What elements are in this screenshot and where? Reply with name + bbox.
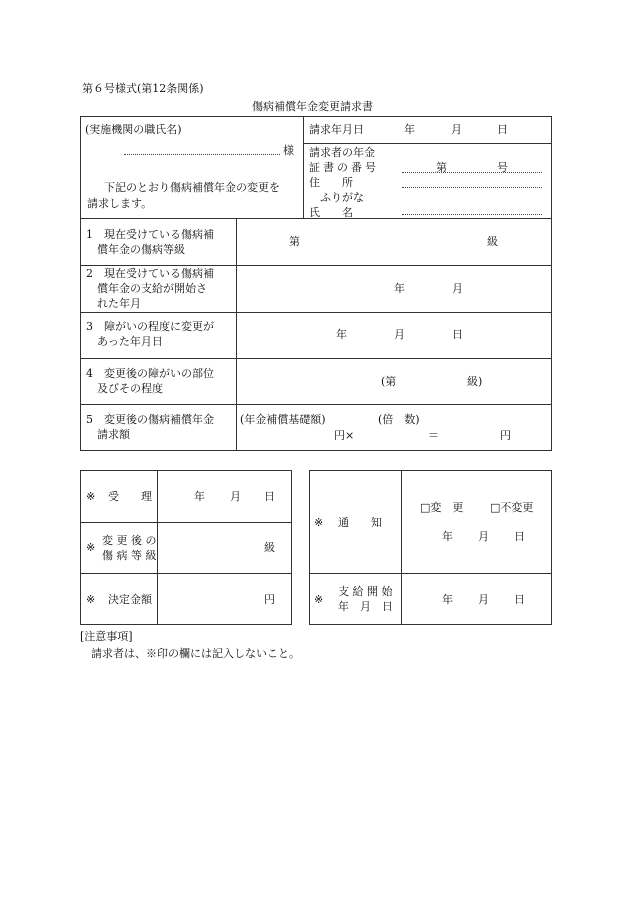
start-day-unit: 日 bbox=[514, 593, 525, 606]
name-label: 氏 名 bbox=[309, 206, 353, 219]
request-month-unit: 月 bbox=[451, 123, 462, 136]
pension-go: 号 bbox=[497, 161, 508, 174]
start-label-line2: 年 月 日 bbox=[338, 600, 393, 613]
item1-kyu: 級 bbox=[487, 235, 498, 248]
request-date-label: 請求年月日 bbox=[309, 123, 364, 136]
grade-mark: ※ bbox=[86, 541, 96, 554]
item5-label-line1: 5 変更後の傷病補償年金 bbox=[86, 413, 214, 426]
notes-heading: [注意事項] bbox=[80, 630, 133, 643]
pension-no-line[interactable] bbox=[402, 172, 542, 173]
start-year-unit: 年 bbox=[442, 593, 453, 606]
item2-month-unit: 月 bbox=[452, 282, 463, 295]
pension-no-label-1: 請求者の年金 bbox=[309, 146, 375, 159]
amount-unit: 円 bbox=[264, 593, 275, 606]
grade-label-line1: 変 更 後 の bbox=[102, 534, 157, 547]
item3-label-line1: 3 障がいの程度に変更が bbox=[86, 320, 214, 333]
request-year-unit: 年 bbox=[404, 123, 415, 136]
item5-label-line2: 請求額 bbox=[86, 428, 130, 441]
form-title: 傷病補償年金変更請求書 bbox=[252, 100, 373, 113]
notice-option-nochange[interactable]: □不変更 bbox=[490, 501, 534, 514]
item5-yen: 円 bbox=[500, 429, 511, 442]
agency-name-line[interactable] bbox=[124, 154, 280, 155]
receipt-label: 受 理 bbox=[108, 490, 152, 503]
amount-label: 決定金額 bbox=[108, 593, 152, 606]
item4-label-line2: 及びその程度 bbox=[86, 382, 163, 395]
item3-label-line2: あった年月日 bbox=[86, 335, 163, 348]
request-day-unit: 日 bbox=[497, 123, 508, 136]
receipt-mark: ※ bbox=[86, 490, 96, 503]
item2-label-line1: 2 現在受けている傷病補 bbox=[86, 267, 214, 280]
name-line[interactable] bbox=[402, 214, 542, 215]
notice-mark: ※ bbox=[314, 516, 324, 529]
item5-base-label: (年金補償基礎額) bbox=[240, 413, 326, 426]
notice-year-unit: 年 bbox=[442, 530, 453, 543]
notes-text: 請求者は、※印の欄には記入しないこと。 bbox=[91, 647, 300, 660]
notice-month-unit: 月 bbox=[478, 530, 489, 543]
pension-no-label-2: 証書の番号 bbox=[309, 161, 379, 174]
receipt-year-unit: 年 bbox=[194, 490, 205, 503]
furigana-label: ふりがな bbox=[320, 191, 364, 204]
item3-day-unit: 日 bbox=[452, 328, 463, 341]
item1-label-line1: 1 現在受けている傷病補 bbox=[86, 228, 214, 241]
start-month-unit: 月 bbox=[478, 593, 489, 606]
form-number: 第６号様式(第12条関係) bbox=[82, 82, 204, 95]
address-line[interactable] bbox=[402, 187, 542, 188]
item2-year-unit: 年 bbox=[394, 282, 405, 295]
notice-option-change[interactable]: □変 更 bbox=[420, 501, 464, 514]
item2-label-line2: 償年金の支給が開始さ bbox=[86, 282, 207, 295]
receipt-month-unit: 月 bbox=[230, 490, 241, 503]
item4-label-line1: 4 変更後の障がいの部位 bbox=[86, 367, 214, 380]
item1-label-line2: 償年金の傷病等級 bbox=[86, 243, 185, 256]
amount-mark: ※ bbox=[86, 593, 96, 606]
start-mark: ※ bbox=[314, 593, 324, 606]
address-label: 住 所 bbox=[309, 176, 353, 189]
item1-dai: 第 bbox=[289, 235, 300, 248]
item4-open: (第 bbox=[381, 375, 397, 388]
pension-dai: 第 bbox=[436, 161, 447, 174]
item3-month-unit: 月 bbox=[394, 328, 405, 341]
request-text-line2: 請求します。 bbox=[87, 197, 153, 210]
agency-label: (実施機関の職氏名) bbox=[85, 123, 182, 136]
item5-multiplier-label: (倍 数) bbox=[378, 413, 420, 426]
grade-label-line2: 傷 病 等 級 bbox=[102, 549, 157, 562]
item3-year-unit: 年 bbox=[336, 328, 347, 341]
item5-yen-times: 円× bbox=[334, 429, 355, 442]
notice-label: 通 知 bbox=[338, 516, 382, 529]
item2-label-line3: れた年月 bbox=[86, 297, 141, 310]
item5-equals: ＝ bbox=[428, 429, 439, 442]
notice-day-unit: 日 bbox=[514, 530, 525, 543]
request-text-line1: 下記のとおり傷病補償年金の変更を bbox=[104, 181, 280, 194]
sama-suffix: 様 bbox=[283, 144, 294, 157]
receipt-day-unit: 日 bbox=[264, 490, 275, 503]
item4-close: 級) bbox=[467, 375, 483, 388]
start-label-line1: 支 給 開 始 bbox=[338, 585, 393, 598]
grade-unit: 級 bbox=[264, 541, 275, 554]
